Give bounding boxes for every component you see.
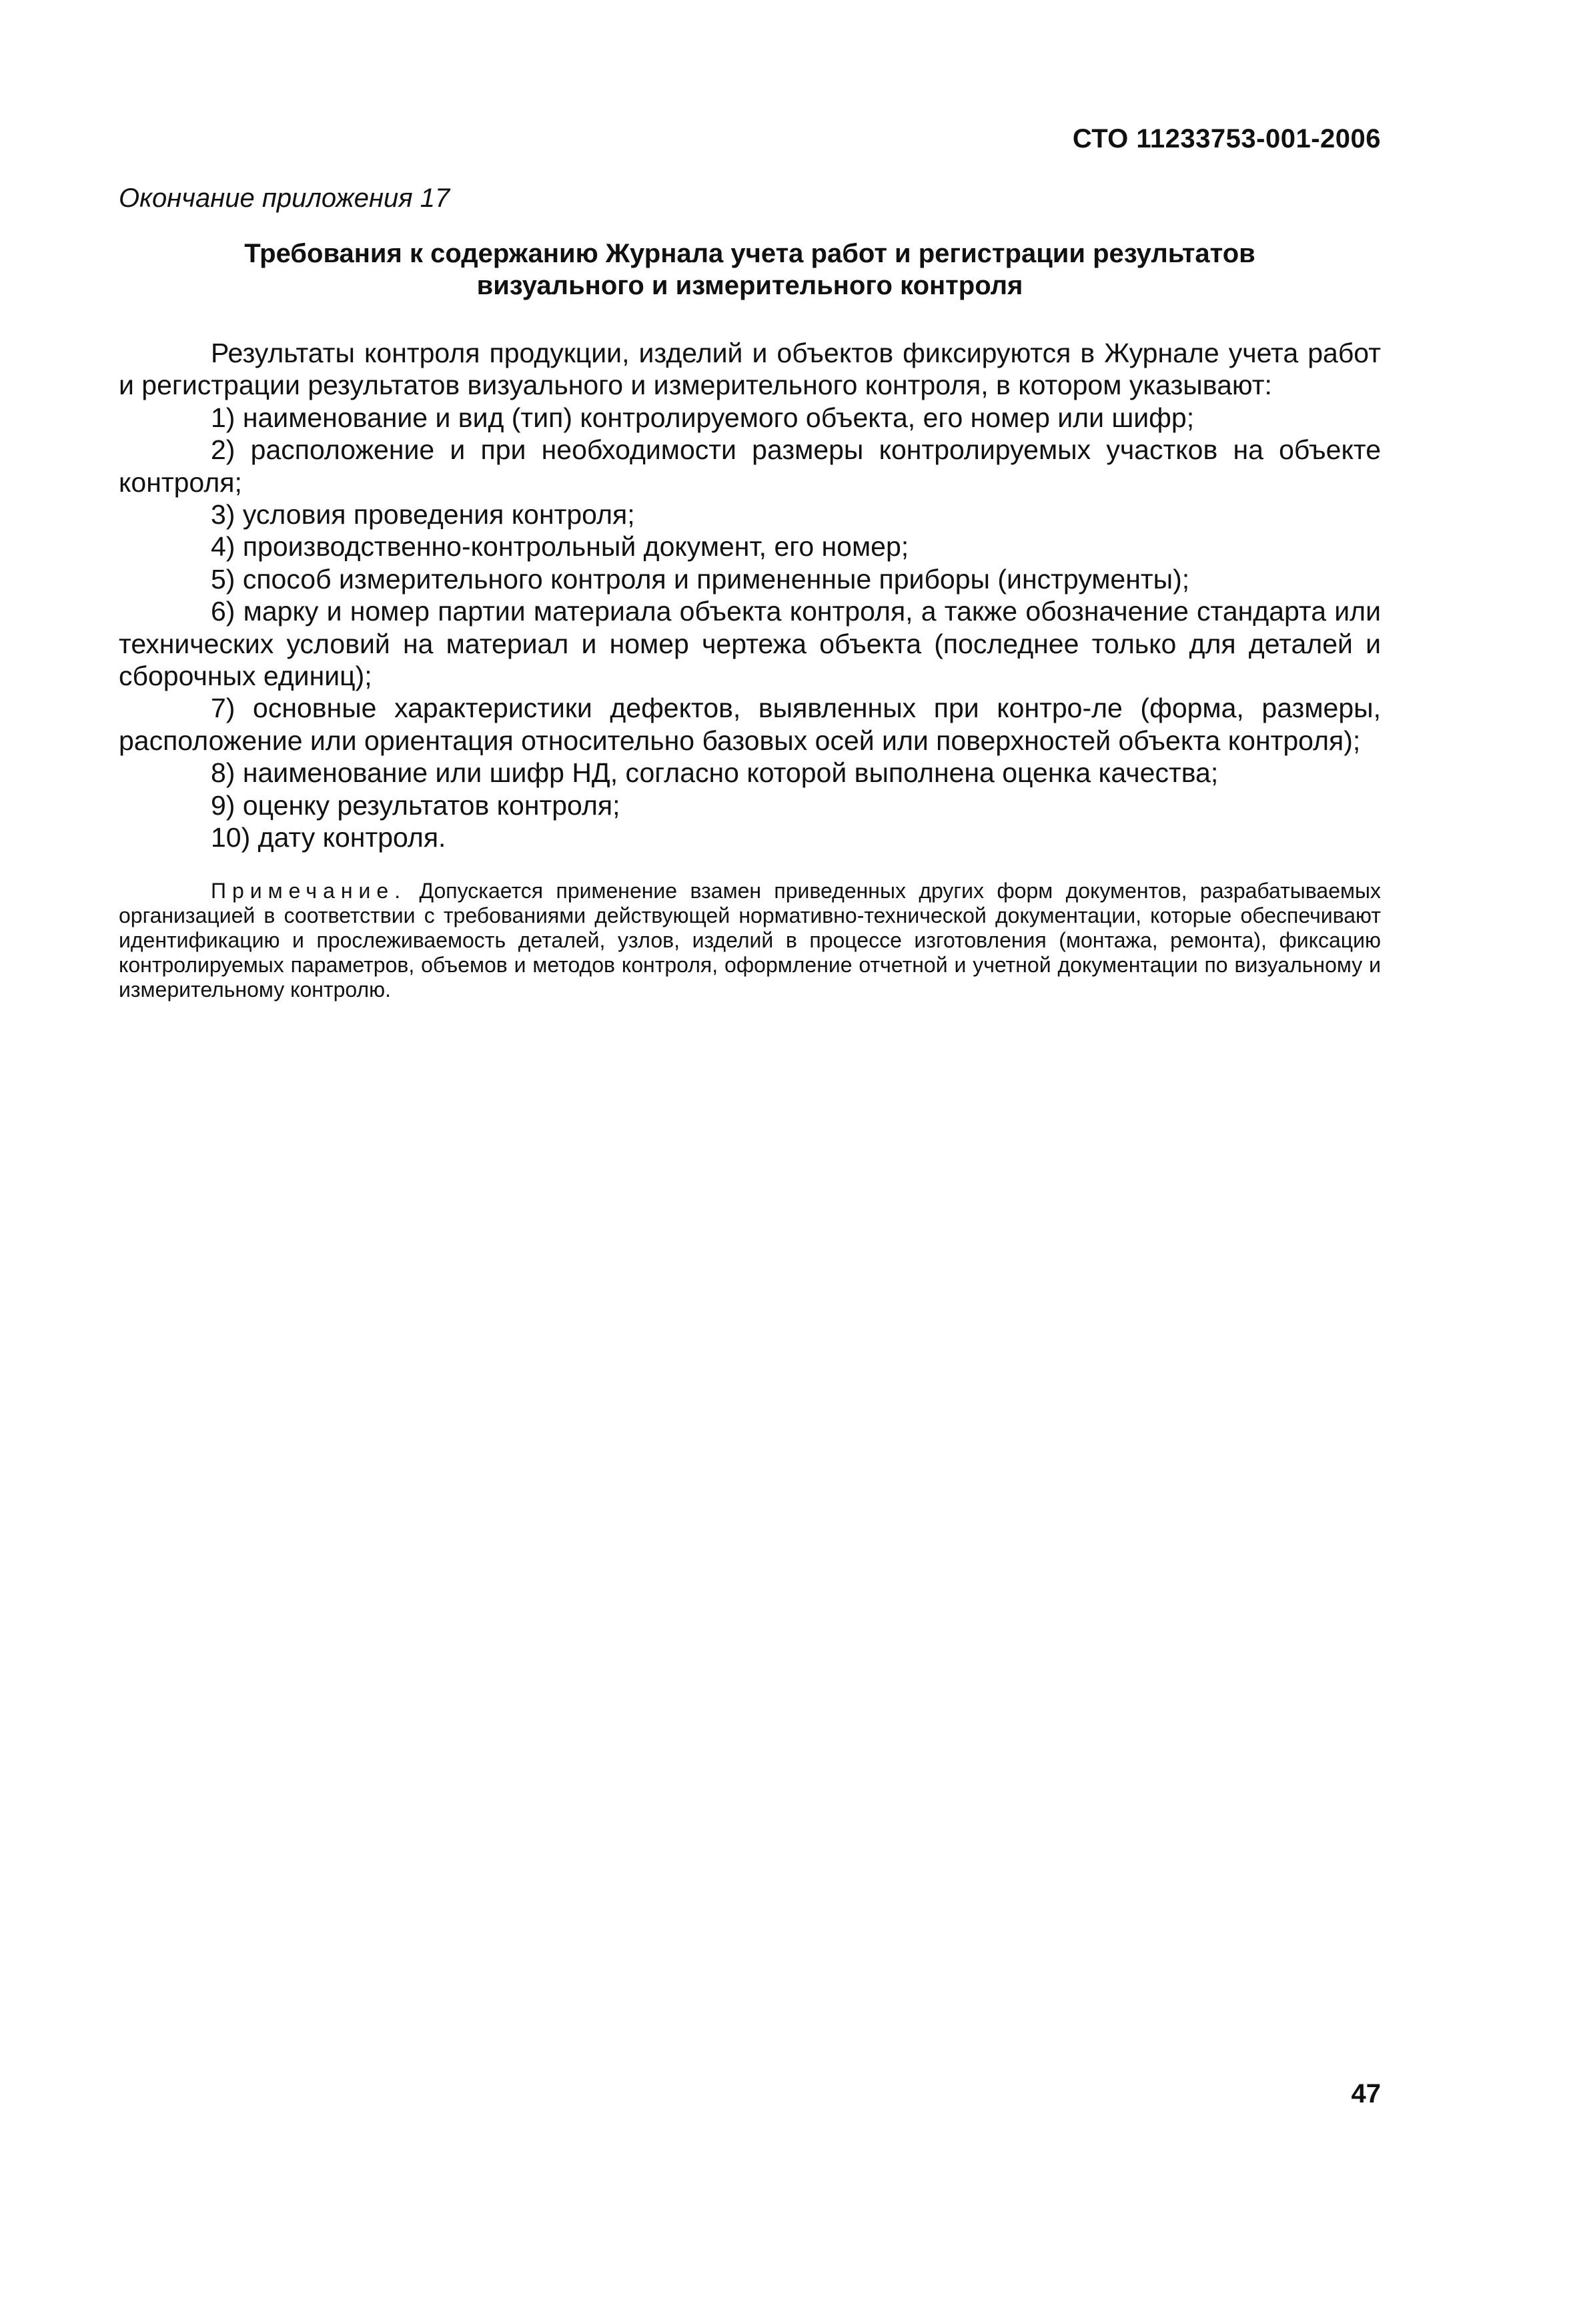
list-item: 9) оценку результатов контроля; bbox=[211, 789, 620, 821]
note-label: Примечание. bbox=[211, 879, 407, 903]
list-item: 5) способ измерительного контроля и примененные приборы (инструменты); bbox=[211, 563, 1190, 595]
list-item: 8) наименование или шифр НД, согласно которой выполнена оценка качества; bbox=[211, 757, 1219, 789]
list-item: 1) наименование и вид (тип) контролируемого объекта, его номер или шифр; bbox=[211, 402, 1195, 433]
note-text: Допускается применение взамен приведенных других форм документов, разрабатываемых организацией в соответствии с требованиями действующей нормативно-технической документации, которые обеспечивают идентификацию и прослеживаемость деталей, узлов, изделий в процессе изготовления (монтажа, ремонта), фиксацию контролируемых параметров, объемов и методов контроля, оформление отчетной и учетной документации по визуальному и измерительному контролю. bbox=[119, 879, 1381, 1002]
document-code: СТО 11233753-001-2006 bbox=[1072, 124, 1381, 153]
list-item: 3) условия проведения контроля; bbox=[211, 499, 635, 530]
list-item: 7) основные характеристики дефектов, выявленных при контро-ле (форма, размеры, расположение или ориентация относительно базовых осей или поверхностей объекта контроля); bbox=[119, 693, 1381, 756]
list-item: 6) марку и номер партии материала объекта контроля, а также обозначение стандарта или технических условий на материал и номер чертежа объекта (последнее только для деталей и сборочных единиц); bbox=[119, 596, 1381, 692]
list-item: 4) производственно-контрольный документ, его номер; bbox=[211, 531, 909, 562]
section-title-line-1: Требования к содержанию Журнала учета работ и регистрации результатов bbox=[244, 239, 1255, 268]
section-title-line-2: визуального и измерительного контроля bbox=[476, 271, 1023, 300]
section-title bbox=[119, 238, 1381, 302]
appendix-label: Окончание приложения 17 bbox=[119, 183, 450, 213]
list-item: 10) дату контроля. bbox=[211, 822, 446, 853]
list-item: 2) расположение и при необходимости размеры контролируемых участков на объекте контроля; bbox=[119, 434, 1381, 498]
body-text bbox=[119, 337, 1381, 854]
page-number: 47 bbox=[1351, 2079, 1381, 2108]
intro-paragraph: Результаты контроля продукции, изделий и объектов фиксируются в Журнале учета работ и регистрации результатов визуального и измерительного контроля, в котором указывают: bbox=[119, 338, 1381, 401]
note-paragraph bbox=[119, 879, 1381, 1002]
